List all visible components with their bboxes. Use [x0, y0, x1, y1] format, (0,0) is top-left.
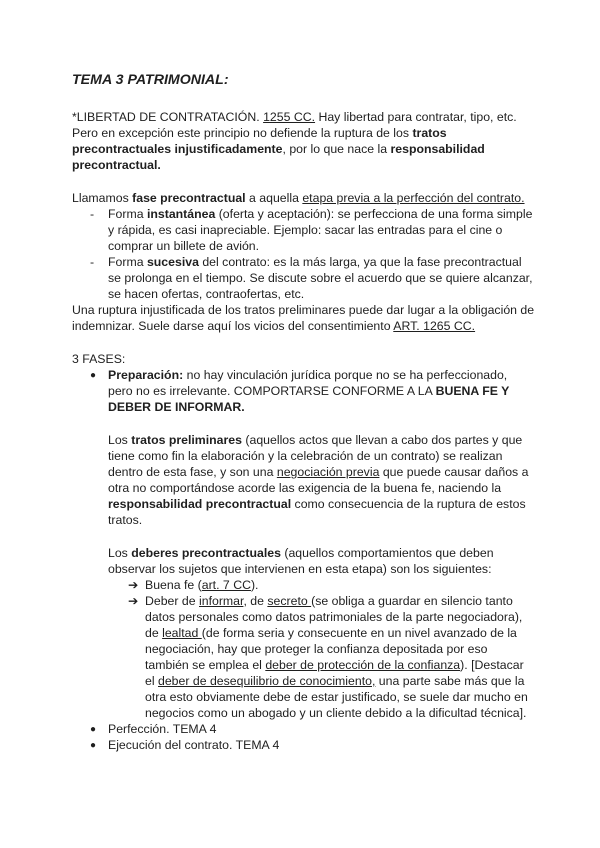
- list-item-line: se prolonga en el tiempo. Se discute sobre el acuerdo que se quiere alcanzar,: [108, 271, 533, 285]
- deber-line: negocios como un abogado y un cliente debido a la dificultad técnica].: [145, 706, 527, 720]
- deber-line: de lealtad (de forma seria y consecuente en un nivel avanzado de la: [145, 626, 517, 640]
- arrow-marker: ➔: [128, 578, 139, 592]
- tratos-line: otra no comportándose acorde las exigencia de la buena fe, naciendo la: [108, 481, 502, 495]
- arrow-item-buena-fe: Buena fe (art. 7 CC).: [145, 578, 259, 592]
- list-item-line: comprar un billete de avión.: [108, 239, 260, 253]
- tratos-line: dentro de esta fase, y son una negociación previa que puede causar daños a: [108, 465, 529, 479]
- deber-line: otra esto obviamente debe de estar justificado, se suele dar mucho en: [145, 690, 528, 704]
- dash-marker: -: [90, 207, 95, 221]
- intro-line: *LIBERTAD DE CONTRATACIÓN. 1255 CC. Hay libertad para contratar, tipo, etc.: [72, 110, 517, 124]
- tratos-line: Los tratos preliminares (aquellos actos que llevan a cabo dos partes y que: [108, 433, 523, 447]
- bullet-marker: ●: [90, 724, 97, 735]
- bullet-marker: ●: [90, 740, 97, 751]
- deberes-line: observar los sujetos que intervienen en esta etapa) son los siguientes:: [108, 562, 492, 576]
- fase-definition: Llamamos fase precontractual a aquella etapa previa a la perfección del contrato.: [72, 191, 525, 205]
- tratos-line: tratos.: [108, 513, 143, 527]
- deber-line: negociación, hay que proteger la confianza depositada por eso: [145, 642, 488, 656]
- deberes-line: Los deberes precontractuales (aquellos comportamientos que deben: [108, 546, 494, 560]
- bullet-ejecucion: Ejecución del contrato. TEMA 4: [108, 738, 280, 752]
- bullet-perfeccion: Perfección. TEMA 4: [108, 722, 217, 736]
- page-title: TEMA 3 PATRIMONIAL:: [72, 72, 229, 88]
- deber-line: el deber de desequilibrio de conocimiento, una parte sabe más que la: [145, 674, 525, 688]
- deber-line: también se emplea el deber de protección de la confianza). [Destacar: [145, 658, 524, 672]
- dash-marker: -: [90, 255, 95, 269]
- tratos-line: tiene como fin la elaboración y la celebración de un contrato) se realizan: [108, 449, 503, 463]
- list-item-line: y rápida, es casi inapreciable. Ejemplo: sacar las entradas para el cine o: [108, 223, 503, 237]
- preparacion-line: DEBER DE INFORMAR.: [108, 400, 245, 414]
- intro-line: Pero en excepción este principio no defiende la ruptura de los tratos: [72, 126, 447, 140]
- list-item-line: se hacen ofertas, contraofertas, etc.: [108, 287, 305, 301]
- arrow-item-deber: Deber de informar, de secreto (se obliga a guardar en silencio tanto: [145, 594, 513, 608]
- ruptura-line: indemnizar. Suele darse aquí los vicios del consentimiento ART. 1265 CC.: [72, 319, 476, 333]
- ruptura-line: Una ruptura injustificada de los tratos preliminares puede dar lugar a la obligación de: [72, 303, 535, 317]
- list-item-sucesiva: Forma sucesiva del contrato: es la más larga, ya que la fase precontractual: [108, 255, 522, 269]
- preparacion-line: pero no es irrelevante. COMPORTARSE CONFORME A LA BUENA FE Y: [108, 384, 510, 398]
- intro-line: precontractual.: [72, 158, 161, 172]
- bullet-preparacion: Preparación: no hay vinculación jurídica porque no se ha perfeccionado,: [108, 368, 508, 382]
- intro-line: precontractuales injustificadamente, por lo que nace la responsabilidad: [72, 142, 485, 156]
- arrow-marker: ➔: [128, 594, 139, 608]
- tratos-line: responsabilidad precontractual como consecuencia de la ruptura de estos: [108, 497, 526, 511]
- fases-heading: 3 FASES:: [72, 352, 126, 366]
- list-item-instantanea: Forma instantánea (oferta y aceptación): se perfecciona de una forma simple: [108, 207, 533, 221]
- bullet-marker: ●: [90, 370, 97, 381]
- deber-line: datos personales como datos patrimoniales de la parte negociadora),: [145, 610, 523, 624]
